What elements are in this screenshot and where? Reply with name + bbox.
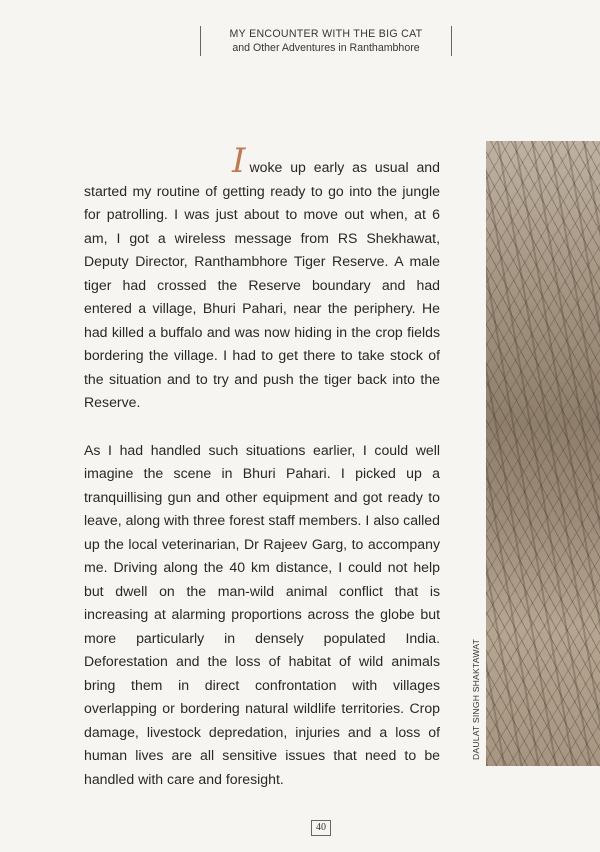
photo-credit: DAULAT SINGH SHAKTAWAT	[471, 638, 481, 760]
paragraph-1	[84, 141, 440, 415]
header-subtitle: and Other Adventures in Ranthambhore	[232, 42, 420, 54]
header-rule-left	[200, 26, 201, 56]
header-title: MY ENCOUNTER WITH THE BIG CAT	[229, 28, 423, 40]
page-number: 40	[311, 820, 331, 836]
running-header	[200, 24, 452, 60]
jungle-photo	[486, 141, 600, 766]
header-rule-right	[451, 26, 452, 56]
paragraph-1-text: woke up early as usual and started my routine of getting ready to go into the jungle for patrolling. I was just about to move out when, at 6 am, I got a wireless message from RS Shekhawat, Deputy Director, Ranthambhore Tiger Reserve. A male tiger had crossed the Reserve boundary and had entered a village, Bhuri Pahari, near the periphery. He had killed a buffalo and was now hiding in the crop fields bordering the village. I had to get there to take stock of the situation and to try and push the tiger back into the Reserve.	[84, 159, 440, 410]
drop-cap: I	[232, 141, 246, 181]
body-text	[84, 141, 440, 791]
paragraph-2: As I had handled such situations earlier, I could well imagine the scene in Bhuri Pahari. I picked up a tranquillising gun and other equipment and got ready to leave, along with three forest staff members. I also called up the local veterinarian, Dr Rajeev Garg, to accompany me. Driving along the 40 km distance, I could not help but dwell on the man-wild animal conflict that is increasing at alarming proportions across the globe but more particularly in densely populated India. Deforestation and the loss of habitat of wild animals bring them in direct confrontation with villages overlapping or bordering natural wildlife territories. Crop damage, livestock depredation, injuries and a loss of human lives are all sensitive issues that need to be handled with care and foresight.	[84, 441, 440, 787]
